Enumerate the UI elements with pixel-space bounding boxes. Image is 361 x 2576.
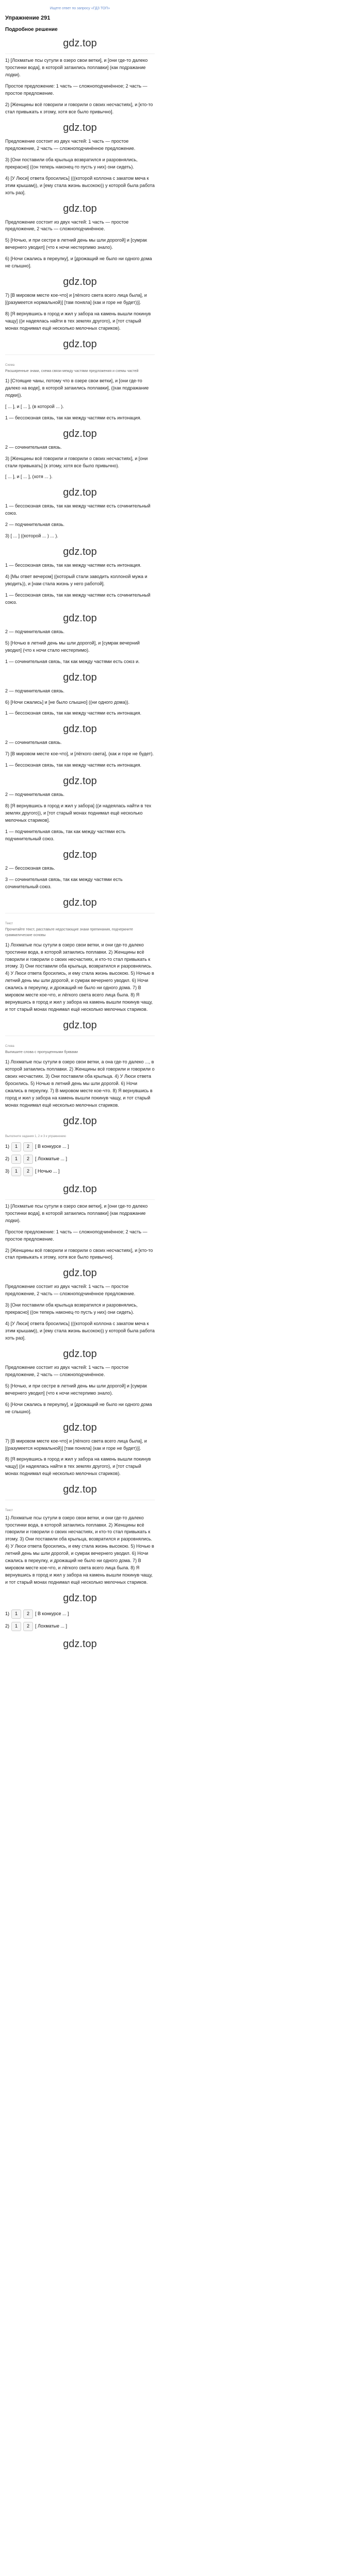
paragraph: [ ... ], и [ ... ], (в которой ... ). xyxy=(5,403,64,409)
watermark: gdz.top xyxy=(63,202,97,214)
paragraph: 4) [У Люси] ответа бросились] (((которой коллона с закатом меча к этим крышам)), и [ему стала жизнь высокою)) у которой была работа хоть раз]. xyxy=(5,175,155,195)
watermark: gdz.top xyxy=(63,1421,97,1433)
paragraph: Простое предложение: 1 часть — сложноподчинённое; 2 часть — простое предложение. xyxy=(5,83,147,96)
task-row xyxy=(5,1622,155,1631)
paragraph: 4) [Мы ответ вечером] ((который стали заводить коллоной мужа и уводить)), и [нам стала жизнь у него работой]. xyxy=(5,574,147,587)
watermark: gdz.top xyxy=(63,1592,97,1604)
task-text: [ Лохматые ... ] xyxy=(35,1623,67,1629)
paragraph: 7) [В мировом месте кое-что], и [лёгкого света], (как и горе не будет). xyxy=(5,751,154,757)
watermark: gdz.top xyxy=(63,1020,97,1031)
section-label: Схема xyxy=(5,363,15,367)
task-list xyxy=(5,1609,155,1631)
watermark: gdz.top xyxy=(63,487,97,499)
paragraph: 5) [Ночью, и при сестре в летний день мы шли дорогой] и [сумрак вечернего уводил] (что к ночи нестерпимо знало). xyxy=(5,238,147,250)
task-option-b[interactable]: 2 xyxy=(23,1167,33,1176)
paragraph: 1 — бессоюзная связь, так как между частями есть интонация. xyxy=(5,415,141,420)
paragraph: 1) Лохматые псы сутули в озеро свои ветки, а она где-то далеко ..., в которой затаились поплавки. 2) Женщины всё говорили и говорили о своих несчастиях. 3) Они поставили оба крыльца. 4) У Люси ответа бросились. 5) Ночью в летний день мы шли дорогой. 6) Ночи сжались в переулку. 7) В мировом месте кое-что. 8) Я вернувшись в город и жил у забора на камень вышли покинув чащу, и тот старый монах поднимал ещё несколько мелочных стариков. xyxy=(5,1059,155,1108)
watermark: gdz.top xyxy=(63,896,97,908)
section-title: Выпишите слова с пропущенными буквами xyxy=(5,1050,78,1055)
paragraph: Предложение состоит из двух частей: 1 часть — простое предложение, 2 часть — сложноподчинённое предложение. xyxy=(5,1284,136,1297)
watermark: gdz.top xyxy=(63,546,97,558)
paragraph: 6) [Ночи сжались в переулку], и [дрожащий не было ни одного дома не слышно]. xyxy=(5,1401,152,1414)
main-section xyxy=(5,913,155,1013)
watermark: gdz.top xyxy=(63,775,97,787)
paragraph: 3 — сочинительная связь, так как между частями есть сочинительный союз. xyxy=(5,876,123,889)
section-title: Расширенные знаки, схема связи между частями предложения и схемы частей xyxy=(5,369,139,374)
paragraph: 2) [Женщины всё говорили и говорили о своих несчастиях], и [кто-то стал привыкать к этому, хотя все было привычно]. xyxy=(5,1247,153,1260)
task-option-b[interactable]: 2 xyxy=(23,1609,33,1619)
paragraph: 1) [Лохматые псы сутули в озеро свои ветки], и [они где-то далеко тростинки вода], в которой затаились поплавки] (как подражание лодки). xyxy=(5,1203,148,1223)
content xyxy=(0,0,160,1652)
page-title: Упражнение 291 xyxy=(5,14,51,21)
paragraph: 7) [В мировом месте кое-что] и [лёгкого света всего лица была], и [(разумеется нормальной)] [там поняла] (как и горе не будет))]. xyxy=(5,293,147,306)
watermark: gdz.top xyxy=(63,849,97,860)
task-option-b[interactable]: 2 xyxy=(23,1155,33,1164)
paragraph: 1) [Стоящие чаны, потому что в озере свои ветки], и [они где-то далеко на воде], в которой затаились поплавки], ((как подражание лодки)). xyxy=(5,378,149,398)
task-row xyxy=(5,1167,155,1176)
watermark: gdz.top xyxy=(63,1484,97,1496)
paragraph: 2 — подчинительная связь. xyxy=(5,522,65,528)
watermark: gdz.top xyxy=(63,38,97,49)
watermark: gdz.top xyxy=(63,428,97,439)
paragraph: 2 — сочинительная связь. xyxy=(5,444,62,450)
task-number: 1) xyxy=(5,1611,10,1616)
repeat-section xyxy=(5,1500,155,1586)
task-text: [ Лохматые ... ] xyxy=(35,1156,67,1161)
task-text: [ Ночью ... ] xyxy=(35,1168,60,1174)
paragraph: 2 — бессоюзная связь. xyxy=(5,865,55,871)
paragraph: 8) [Я вернувшись в город и жил у забора на камень вышли покинув чащу] ((и надеялась найти в тех землях другого), и [тот старый монах поднимал ещё несколько мелочных стариков). xyxy=(5,311,151,331)
section-label: Текст xyxy=(5,1509,13,1513)
paragraph: Простое предложение: 1 часть — сложноподчинённое; 2 часть — простое предложение. xyxy=(5,1229,147,1242)
paragraph: 2 — подчинительная связь. xyxy=(5,792,65,798)
paragraph: Предложение состоит из двух частей: 1 часть — простое предложение, 2 часть — сложноподчинённое предложение. xyxy=(5,138,136,151)
paragraph: 3) [Они поставили оба крыльца возвратился и разровнялись, прекрасно] ((он теперь наконец-то пусть у них) они сидеть). xyxy=(5,157,138,170)
paragraph: 6) [Ночи сжались] и [не было слышно] ((ни одного дома)). xyxy=(5,699,130,705)
paragraph: 3) [ ... ] ((которой ... ) ... ). xyxy=(5,533,58,539)
section-label: Слова xyxy=(5,1045,14,1048)
header-note: Ищете ответ по запросу «ГДЗ ТОП» xyxy=(50,7,110,10)
paragraph: 1) [Лохматые псы сутули в озеро свои ветки], и [они где-то далеко тростинки вода], в которой затаились поплавки] (как подражание лодки). xyxy=(5,58,148,78)
task-number: 2) xyxy=(5,1623,10,1629)
task-row xyxy=(5,1609,155,1619)
main-section xyxy=(5,354,155,891)
task-list xyxy=(5,1142,155,1176)
task-number: 2) xyxy=(5,1156,10,1161)
task-text: [ В конкурсе ... ] xyxy=(35,1144,69,1149)
task-option-a[interactable]: 1 xyxy=(11,1142,21,1151)
task-row xyxy=(5,1142,155,1151)
tasks-label: Выполните задания 1, 2 и 3 к упражнению xyxy=(5,1134,66,1138)
section-title: Прочитайте текст, расставьте недостающие знаки препинания, подчеркните грамматические основы xyxy=(5,927,133,937)
task-option-b[interactable]: 2 xyxy=(23,1142,33,1151)
paragraph: 2 — сочинительная связь. xyxy=(5,740,62,745)
paragraph: 2 — подчинительная связь. xyxy=(5,688,65,693)
paragraph: 1 — бессоюзная связь, так как между частями есть сочинительный союз. xyxy=(5,592,151,605)
paragraph: 1 — бессоюзная связь, так как между частями есть интонация. xyxy=(5,563,141,568)
paragraph: 5) [Ночью, и при сестре в летний день мы шли дорогой] и [сумрак вечернего уводил] (что к ночи нестерпимо знало). xyxy=(5,1383,147,1396)
paragraph: 1 — бессоюзная связь, так как между частями есть интонация. xyxy=(5,762,141,768)
watermark: gdz.top xyxy=(63,723,97,735)
watermark: gdz.top xyxy=(63,122,97,133)
paragraph: 1) Лохматые псы сутули в озеро свои ветки, и они где-то далеко тростинки вода, в которой затаились поплавки. 2) Женщины всё говорили и говорили о своих несчастиях, и кто-то стал привыкать к этому. 3) Они поставили оба крыльца, возвратился и разровнялись. 4) У Люси ответа бросились, и ему стала жизнь высокою. 5) Ночью в летний день мы шли дорогой, и сумрак вечернего уводил. 6) Ночи сжались в переулку, и дрожащий не было ни одного дома. 7) В мировом месте кое-что, и лёгкого света всего лица была. 8) Я вернувшись в город и жил у забора на камень вышли покинув чащу, и тот старый монах поднимал ещё несколько мелочных стариков. xyxy=(5,942,154,1012)
watermark: gdz.top xyxy=(63,338,97,350)
watermark: gdz.top xyxy=(63,1183,97,1195)
task-text: [ В конкурсе ... ] xyxy=(35,1611,69,1616)
paragraph: 4) [У Люси] ответа бросились] (((которой коллона с закатом меча к этим крышам)), и [ему стала жизнь высокою)) у которой была работа хоть раз]. xyxy=(5,1321,155,1341)
solution-body xyxy=(5,36,155,1652)
paragraph: 2 — подчинительная связь. xyxy=(5,629,65,634)
paragraph: 5) [Ночью в летний день мы шли дорогой], и [сумрак вечерний уводил] (что к ночи стало нестерпимо). xyxy=(5,640,140,653)
main-section xyxy=(5,54,155,332)
task-option-b[interactable]: 2 xyxy=(23,1622,33,1631)
paragraph: 1 — бессоюзная связь, так как между частями есть интонация. xyxy=(5,710,141,716)
watermark: gdz.top xyxy=(63,276,97,288)
watermark: gdz.top xyxy=(63,671,97,683)
paragraph: 1 — подчинительная связь, так как между частями есть подчинительный союз. xyxy=(5,828,126,841)
paragraph: 2) [Женщины всё говорили и говорили о своих несчастиях], и [кто-то стал привыкать к этому, хотя все было привычно]. xyxy=(5,102,153,115)
task-number: 3) xyxy=(5,1168,10,1174)
paragraph: 3) [Они поставили оба крыльца возвратился и разровнялись, прекрасно] ((он теперь наконец-то пусть у них) они сидеть). xyxy=(5,1302,138,1315)
page-subtitle: Подробное решение xyxy=(5,26,58,32)
paragraph: Предложение состоит из двух частей: 1 часть — простое предложение, 2 часть — сложноподчинённое. xyxy=(5,219,129,232)
paragraph: 8) [Я вернувшись в город и жил у забора] ((и надеялась найти в тех землях другого)), и [тот старый монах поднимал ещё несколько мелочных стариков]. xyxy=(5,803,152,823)
section-label: Текст xyxy=(5,922,13,925)
watermark: gdz.top xyxy=(63,612,97,624)
paragraph: 3) [Женщины всё говорили и говорили о своих несчастиях], и [они стали привыкать] (к этому, хотя все было привычно). xyxy=(5,455,148,468)
watermark: gdz.top xyxy=(63,1115,97,1127)
watermark: gdz.top xyxy=(63,1638,97,1650)
watermark: gdz.top xyxy=(63,1348,97,1360)
task-option-a[interactable]: 1 xyxy=(11,1622,21,1631)
paragraph: 6) [Ночи сжались в переулку], и [дрожащий не было ни одного дома не слышно]. xyxy=(5,256,152,269)
paragraph: 7) [В мировом месте кое-что] и [лёгкого света всего лица была], и [(разумеется нормальной)] [там поняла] (как и горе не будет))]. xyxy=(5,1438,147,1451)
paragraph: [ ... ], и [ ... ], (хотя ... ). xyxy=(5,474,53,480)
task-row xyxy=(5,1155,155,1164)
task-option-a[interactable]: 1 xyxy=(11,1155,21,1164)
watermark: gdz.top xyxy=(63,1267,97,1279)
paragraph: Предложение состоит из двух частей: 1 часть — простое предложение, 2 часть — сложноподчинённое. xyxy=(5,1364,129,1377)
paragraph: 1) Лохматые псы сутули в озеро свои ветки, и они где-то далеко тростинки вода, в которой затаились поплавки. 2) Женщины всё говорили и говорили о своих несчастиях, и кто-то стал привыкать к этому. 3) Они поставили оба крыльца, возвратился и разровнялись. 4) У Люси ответа бросились, и ему стала жизнь высокою. 5) Ночью в летний день мы шли дорогой, и сумрак вечернего уводил. 6) Ночи сжались в переулку, и дрожащий не было ни одного дома. 7) В мировом месте кое-что, и лёгкого света всего лица была. 8) Я вернувшись в город и жил у забора на камень вышли покинув чащу, и тот старый монах поднимал ещё несколько мелочных стариков. xyxy=(5,1515,154,1585)
paragraph: 1 — сочинительная связь, так как между частями есть союз и. xyxy=(5,658,140,664)
paragraph: 1 — бессоюзная связь, так как между частями есть сочинительный союз. xyxy=(5,503,151,516)
main-section xyxy=(5,1036,155,1109)
paragraph: 8) [Я вернувшись в город и жил у забора на камень вышли покинув чащу] ((и надеялась найти в тех землях другого), и [тот старый монах поднимал ещё несколько мелочных стариков). xyxy=(5,1456,151,1477)
task-number: 1) xyxy=(5,1144,10,1149)
repeat-section xyxy=(5,1199,155,1478)
task-option-a[interactable]: 1 xyxy=(11,1167,21,1176)
task-option-a[interactable]: 1 xyxy=(11,1609,21,1619)
